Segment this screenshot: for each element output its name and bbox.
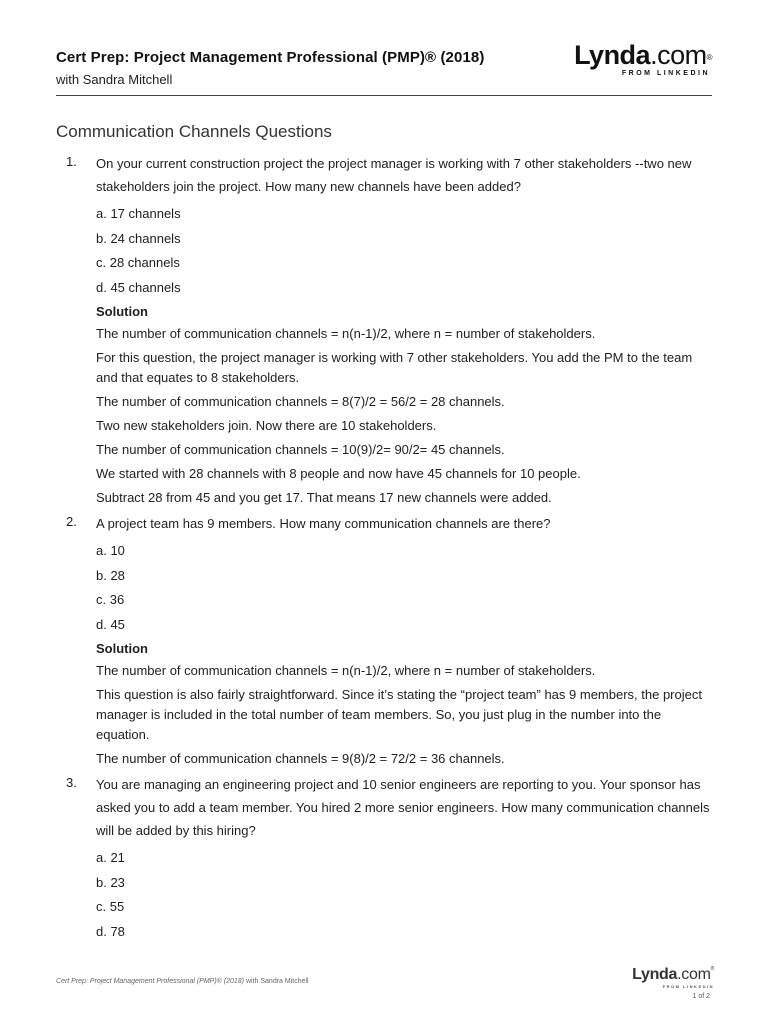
solution-line: For this question, the project manager is working with 7 other stakeholders. You add the PM to the team and that equates to 8 stakeholders. [96,350,693,385]
option-d: d. 78 [96,923,125,939]
option-c: c. 28 channels [96,255,180,270]
option-c: c. 55 [96,899,125,914]
footer-lynda-logo [632,966,714,989]
question-text: A project team has 9 members. How many communication channels are there? [96,516,551,531]
option-d: d. 45 [96,616,125,632]
question-2 [56,512,716,769]
question-number: 2. [66,514,77,529]
logo-mark: ® [706,53,712,62]
logo-suffix: .com [650,40,707,70]
option-a: a. 10 [96,543,125,558]
lynda-logo [572,40,712,80]
footer-course-title: Cert Prep: Project Management Professional (PMP)® (2018) [56,978,245,985]
solution-line: The number of communication channels = 8(7)/2 = 56/2 = 28 channels. [96,394,505,409]
footer-author: with Sandra Mitchell [245,978,309,985]
option-d: d. 45 channels [96,279,181,295]
footer-logo-mark: ® [710,966,714,972]
document-body [56,122,716,944]
option-b: b. 24 channels [96,230,181,246]
logo-text: Lynda [574,40,651,70]
footer-logo-subtitle: FROM LINKEDIN [662,984,714,989]
solution-line: The number of communication channels = n(n-1)/2, where n = number of stakeholders. [96,326,596,341]
footer-logo-text: Lynda [632,966,678,983]
question-text: On your current construction project the project manager is working with 7 other stakeholders --two new stakeholders join the project. How many new channels have been added? [96,156,692,194]
solution-line: This question is also fairly straightforward. Since it’s stating the “project team” has 9 members, the project manager is included in the total number of team members. So, you just plug in the number into the equation. [96,687,702,742]
header-divider [56,95,712,96]
question-number: 1. [66,154,77,169]
logo-subtitle: FROM LINKEDIN [621,70,710,77]
option-b: b. 23 [96,874,125,890]
option-c: c. 36 [96,592,125,607]
option-a: a. 17 channels [96,206,181,221]
footer-course-line [56,978,309,985]
footer-logo-suffix: .com [677,966,711,983]
solution-line: The number of communication channels = 9(8)/2 = 72/2 = 36 channels. [96,751,505,766]
option-b: b. 28 [96,567,125,583]
solution-line: The number of communication channels = n(n-1)/2, where n = number of stakeholders. [96,663,596,678]
solution-line: Subtract 28 from 45 and you get 17. That means 17 new channels were added. [96,490,552,505]
solution-line: Two new stakeholders join. Now there are 10 stakeholders. [96,418,437,433]
question-3 [56,773,716,944]
solution-label: Solution [96,304,148,319]
solution-line: We started with 28 channels with 8 people and now have 45 channels for 10 people. [96,466,581,481]
course-title: Cert Prep: Project Management Professional (PMP)® (2018) [56,49,485,66]
page-number: 1 of 2 [692,993,710,1000]
question-1 [56,152,716,508]
question-text: You are managing an engineering project and 10 senior engineers are reporting to you. Your sponsor has asked you to add a team member. You hired 2 more senior engineers. How many communication channels will be added by this hiring? [96,777,710,838]
section-title: Communication Channels Questions [56,122,332,141]
solution-label: Solution [96,641,148,656]
question-number: 3. [66,775,77,790]
option-a: a. 21 [96,850,125,865]
solution-line: The number of communication channels = 10(9)/2= 90/2= 45 channels. [96,442,505,457]
author-line: with Sandra Mitchell [56,72,173,87]
page-header [56,40,712,96]
